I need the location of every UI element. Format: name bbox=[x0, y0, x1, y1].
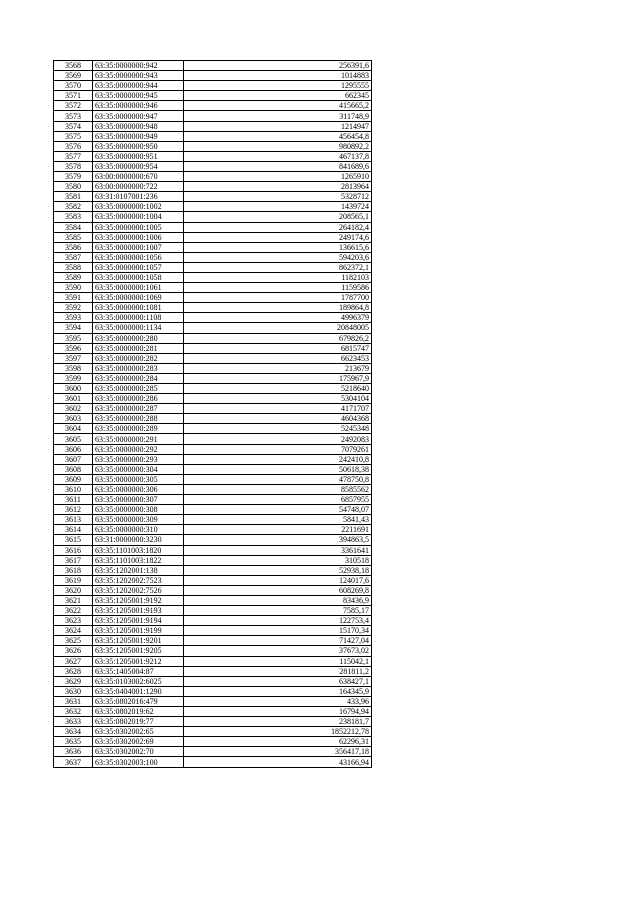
table-row bbox=[54, 575, 372, 585]
value-cell: 310518 bbox=[184, 555, 372, 565]
cadastral-number: 63:35:0000000:292 bbox=[93, 444, 184, 454]
cadastral-number: 63:35:1205001:9193 bbox=[93, 606, 184, 616]
table-row bbox=[54, 272, 372, 282]
table-row bbox=[54, 293, 372, 303]
cadastral-number: 63:35:0000000:1006 bbox=[93, 232, 184, 242]
value-cell: 3361641 bbox=[184, 545, 372, 555]
row-number: 3612 bbox=[54, 505, 93, 515]
value-cell: 43166,94 bbox=[184, 757, 372, 767]
table-row bbox=[54, 202, 372, 212]
data-table bbox=[53, 60, 372, 768]
row-number: 3603 bbox=[54, 414, 93, 424]
table-row bbox=[54, 333, 372, 343]
table-row bbox=[54, 545, 372, 555]
row-number: 3577 bbox=[54, 151, 93, 161]
value-cell: 122753,4 bbox=[184, 616, 372, 626]
row-number: 3582 bbox=[54, 202, 93, 212]
table-row bbox=[54, 121, 372, 131]
value-cell: 1265910 bbox=[184, 172, 372, 182]
value-cell: 213679 bbox=[184, 363, 372, 373]
value-cell: 189864,8 bbox=[184, 303, 372, 313]
table-row bbox=[54, 141, 372, 151]
cadastral-number: 63:35:1205001:9192 bbox=[93, 595, 184, 605]
value-cell: 1439724 bbox=[184, 202, 372, 212]
cadastral-number: 63:35:0802016:479 bbox=[93, 696, 184, 706]
cadastral-number: 63:35:0000000:1057 bbox=[93, 262, 184, 272]
value-cell: 2492083 bbox=[184, 434, 372, 444]
cadastral-number: 63:35:0000000:1005 bbox=[93, 222, 184, 232]
value-cell: 841689,6 bbox=[184, 161, 372, 171]
cadastral-number: 63:00:0000000:722 bbox=[93, 182, 184, 192]
value-cell: 980892,2 bbox=[184, 141, 372, 151]
table-body bbox=[54, 61, 372, 768]
cadastral-number: 63:35:0000000:1056 bbox=[93, 252, 184, 262]
value-cell: 6623453 bbox=[184, 353, 372, 363]
cadastral-number: 63:35:0000000:1081 bbox=[93, 303, 184, 313]
value-cell: 1295555 bbox=[184, 81, 372, 91]
cadastral-number: 63:35:0000000:288 bbox=[93, 414, 184, 424]
row-number: 3619 bbox=[54, 575, 93, 585]
table-row bbox=[54, 515, 372, 525]
table-row bbox=[54, 373, 372, 383]
row-number: 3588 bbox=[54, 262, 93, 272]
table-row bbox=[54, 404, 372, 414]
cadastral-number: 63:35:0000000:949 bbox=[93, 131, 184, 141]
value-cell: 136615,6 bbox=[184, 242, 372, 252]
row-number: 3604 bbox=[54, 424, 93, 434]
table-row bbox=[54, 656, 372, 666]
cadastral-number: 63:31:0107001:236 bbox=[93, 192, 184, 202]
cadastral-number: 63:35:0000000:1061 bbox=[93, 283, 184, 293]
table-row bbox=[54, 484, 372, 494]
table-row bbox=[54, 707, 372, 717]
cadastral-number: 63:35:0000000:308 bbox=[93, 505, 184, 515]
value-cell: 256391,6 bbox=[184, 61, 372, 71]
cadastral-number: 63:35:1205001:9205 bbox=[93, 646, 184, 656]
table-row bbox=[54, 182, 372, 192]
row-number: 3635 bbox=[54, 737, 93, 747]
cadastral-number: 63:35:1205001:9194 bbox=[93, 616, 184, 626]
table-row bbox=[54, 363, 372, 373]
cadastral-number: 63:35:1202002:7526 bbox=[93, 585, 184, 595]
cadastral-number: 63:35:0000000:306 bbox=[93, 484, 184, 494]
table-row bbox=[54, 696, 372, 706]
value-cell: 394863,5 bbox=[184, 535, 372, 545]
value-cell: 608269,8 bbox=[184, 585, 372, 595]
cadastral-number: 63:00:0000000:670 bbox=[93, 172, 184, 182]
value-cell: 2211691 bbox=[184, 525, 372, 535]
row-number: 3581 bbox=[54, 192, 93, 202]
row-number: 3621 bbox=[54, 595, 93, 605]
table-row bbox=[54, 131, 372, 141]
row-number: 3599 bbox=[54, 373, 93, 383]
cadastral-number: 63:35:0000000:1069 bbox=[93, 293, 184, 303]
table-row bbox=[54, 252, 372, 262]
row-number: 3568 bbox=[54, 61, 93, 71]
table-row bbox=[54, 384, 372, 394]
table-row bbox=[54, 626, 372, 636]
cadastral-number: 63:35:0302002:70 bbox=[93, 747, 184, 757]
cadastral-number: 63:35:0000000:944 bbox=[93, 81, 184, 91]
cadastral-number: 63:35:0000000:310 bbox=[93, 525, 184, 535]
cadastral-number: 63:35:1405004:87 bbox=[93, 666, 184, 676]
cadastral-number: 63:35:0000000:307 bbox=[93, 495, 184, 505]
row-number: 3570 bbox=[54, 81, 93, 91]
table-row bbox=[54, 747, 372, 757]
row-number: 3585 bbox=[54, 232, 93, 242]
value-cell: 467137,8 bbox=[184, 151, 372, 161]
row-number: 3583 bbox=[54, 212, 93, 222]
value-cell: 7585,17 bbox=[184, 606, 372, 616]
row-number: 3608 bbox=[54, 464, 93, 474]
value-cell: 862372,1 bbox=[184, 262, 372, 272]
row-number: 3595 bbox=[54, 333, 93, 343]
table-row bbox=[54, 434, 372, 444]
value-cell: 281811,2 bbox=[184, 666, 372, 676]
row-number: 3594 bbox=[54, 323, 93, 333]
value-cell: 478750,8 bbox=[184, 474, 372, 484]
value-cell: 6815747 bbox=[184, 343, 372, 353]
table-row bbox=[54, 464, 372, 474]
row-number: 3579 bbox=[54, 172, 93, 182]
cadastral-number: 63:35:0000000:1002 bbox=[93, 202, 184, 212]
row-number: 3580 bbox=[54, 182, 93, 192]
table-row bbox=[54, 595, 372, 605]
table-row bbox=[54, 91, 372, 101]
row-number: 3574 bbox=[54, 121, 93, 131]
cadastral-number: 63:35:0000000:947 bbox=[93, 111, 184, 121]
cadastral-number: 63:35:0000000:951 bbox=[93, 151, 184, 161]
row-number: 3633 bbox=[54, 717, 93, 727]
table-row bbox=[54, 353, 372, 363]
table-row bbox=[54, 212, 372, 222]
row-number: 3601 bbox=[54, 394, 93, 404]
row-number: 3615 bbox=[54, 535, 93, 545]
value-cell: 4996379 bbox=[184, 313, 372, 323]
cadastral-number: 63:35:0000000:945 bbox=[93, 91, 184, 101]
value-cell: 52938,18 bbox=[184, 565, 372, 575]
cadastral-number: 63:35:0000000:284 bbox=[93, 373, 184, 383]
cadastral-number: 63:35:0000000:954 bbox=[93, 161, 184, 171]
cadastral-number: 63:35:0302002:69 bbox=[93, 737, 184, 747]
cadastral-number: 63:35:0000000:1004 bbox=[93, 212, 184, 222]
row-number: 3591 bbox=[54, 293, 93, 303]
cadastral-number: 63:35:0000000:1108 bbox=[93, 313, 184, 323]
cadastral-number: 63:35:0000000:309 bbox=[93, 515, 184, 525]
table-row bbox=[54, 61, 372, 71]
row-number: 3613 bbox=[54, 515, 93, 525]
value-cell: 5841,43 bbox=[184, 515, 372, 525]
row-number: 3623 bbox=[54, 616, 93, 626]
value-cell: 1787700 bbox=[184, 293, 372, 303]
cadastral-number: 63:35:1205001:9212 bbox=[93, 656, 184, 666]
cadastral-number: 63:35:0000000:291 bbox=[93, 434, 184, 444]
table-row bbox=[54, 222, 372, 232]
cadastral-number: 63:35:0000000:943 bbox=[93, 71, 184, 81]
row-number: 3624 bbox=[54, 626, 93, 636]
table-row bbox=[54, 323, 372, 333]
row-number: 3587 bbox=[54, 252, 93, 262]
row-number: 3598 bbox=[54, 363, 93, 373]
table-row bbox=[54, 565, 372, 575]
row-number: 3636 bbox=[54, 747, 93, 757]
value-cell: 5245348 bbox=[184, 424, 372, 434]
table-row bbox=[54, 606, 372, 616]
table-row bbox=[54, 616, 372, 626]
table-row bbox=[54, 555, 372, 565]
cadastral-number: 63:35:0000000:283 bbox=[93, 363, 184, 373]
cadastral-number: 63:35:0802019:77 bbox=[93, 717, 184, 727]
value-cell: 7079261 bbox=[184, 444, 372, 454]
value-cell: 433,96 bbox=[184, 696, 372, 706]
table-row bbox=[54, 717, 372, 727]
cadastral-number: 63:31:0000000:3230 bbox=[93, 535, 184, 545]
row-number: 3590 bbox=[54, 283, 93, 293]
table-row bbox=[54, 495, 372, 505]
table-row bbox=[54, 727, 372, 737]
cadastral-number: 63:35:0000000:282 bbox=[93, 353, 184, 363]
table-row bbox=[54, 111, 372, 121]
row-number: 3606 bbox=[54, 444, 93, 454]
value-cell: 164345,9 bbox=[184, 686, 372, 696]
table-row bbox=[54, 424, 372, 434]
cadastral-number: 63:35:1101003:1820 bbox=[93, 545, 184, 555]
table-row bbox=[54, 101, 372, 111]
cadastral-number: 63:35:0000000:286 bbox=[93, 394, 184, 404]
cadastral-number: 63:35:1205001:9199 bbox=[93, 626, 184, 636]
row-number: 3586 bbox=[54, 242, 93, 252]
value-cell: 83436,9 bbox=[184, 595, 372, 605]
row-number: 3605 bbox=[54, 434, 93, 444]
cadastral-number: 63:35:1202002:7523 bbox=[93, 575, 184, 585]
table-row bbox=[54, 525, 372, 535]
row-number: 3589 bbox=[54, 272, 93, 282]
table-row bbox=[54, 505, 372, 515]
cadastral-number: 63:35:0000000:1134 bbox=[93, 323, 184, 333]
table-row bbox=[54, 676, 372, 686]
table-row bbox=[54, 192, 372, 202]
row-number: 3626 bbox=[54, 646, 93, 656]
table-row bbox=[54, 636, 372, 646]
table-row bbox=[54, 232, 372, 242]
cadastral-number: 63:35:0103002:6025 bbox=[93, 676, 184, 686]
value-cell: 6857955 bbox=[184, 495, 372, 505]
value-cell: 50618,38 bbox=[184, 464, 372, 474]
cadastral-number: 63:35:0000000:305 bbox=[93, 474, 184, 484]
cadastral-number: 63:35:0000000:293 bbox=[93, 454, 184, 464]
value-cell: 415665,2 bbox=[184, 101, 372, 111]
row-number: 3584 bbox=[54, 222, 93, 232]
table-row bbox=[54, 686, 372, 696]
row-number: 3629 bbox=[54, 676, 93, 686]
row-number: 3614 bbox=[54, 525, 93, 535]
cadastral-number: 63:35:1202001:138 bbox=[93, 565, 184, 575]
table-row bbox=[54, 343, 372, 353]
cadastral-number: 63:35:1101003:1822 bbox=[93, 555, 184, 565]
row-number: 3572 bbox=[54, 101, 93, 111]
value-cell: 1014883 bbox=[184, 71, 372, 81]
row-number: 3627 bbox=[54, 656, 93, 666]
value-cell: 5328712 bbox=[184, 192, 372, 202]
table-row bbox=[54, 303, 372, 313]
row-number: 3620 bbox=[54, 585, 93, 595]
value-cell: 1159586 bbox=[184, 283, 372, 293]
cadastral-number: 63:35:0000000:942 bbox=[93, 61, 184, 71]
cadastral-number: 63:35:0000000:281 bbox=[93, 343, 184, 353]
table-row bbox=[54, 71, 372, 81]
table-row bbox=[54, 161, 372, 171]
table-row bbox=[54, 172, 372, 182]
cadastral-number: 63:35:0404001:1290 bbox=[93, 686, 184, 696]
value-cell: 662345 bbox=[184, 91, 372, 101]
value-cell: 249174,6 bbox=[184, 232, 372, 242]
row-number: 3573 bbox=[54, 111, 93, 121]
value-cell: 311748,9 bbox=[184, 111, 372, 121]
table-row bbox=[54, 585, 372, 595]
table-row bbox=[54, 242, 372, 252]
cadastral-number: 63:35:0302003:100 bbox=[93, 757, 184, 767]
table-row bbox=[54, 262, 372, 272]
row-number: 3576 bbox=[54, 141, 93, 151]
table-row bbox=[54, 757, 372, 767]
row-number: 3607 bbox=[54, 454, 93, 464]
value-cell: 4171707 bbox=[184, 404, 372, 414]
value-cell: 16794,94 bbox=[184, 707, 372, 717]
table-row bbox=[54, 474, 372, 484]
value-cell: 208565,1 bbox=[184, 212, 372, 222]
value-cell: 71427,04 bbox=[184, 636, 372, 646]
value-cell: 115042,1 bbox=[184, 656, 372, 666]
value-cell: 5218640 bbox=[184, 384, 372, 394]
value-cell: 638427,1 bbox=[184, 676, 372, 686]
value-cell: 242410,8 bbox=[184, 454, 372, 464]
table-row bbox=[54, 666, 372, 676]
row-number: 3617 bbox=[54, 555, 93, 565]
row-number: 3630 bbox=[54, 686, 93, 696]
cadastral-number: 63:35:1205001:9201 bbox=[93, 636, 184, 646]
row-number: 3578 bbox=[54, 161, 93, 171]
row-number: 3618 bbox=[54, 565, 93, 575]
row-number: 3600 bbox=[54, 384, 93, 394]
value-cell: 238181,7 bbox=[184, 717, 372, 727]
table-row bbox=[54, 535, 372, 545]
cadastral-number: 63:35:0000000:304 bbox=[93, 464, 184, 474]
cadastral-number: 63:35:0000000:948 bbox=[93, 121, 184, 131]
value-cell: 175967,9 bbox=[184, 373, 372, 383]
cadastral-number: 63:35:0000000:289 bbox=[93, 424, 184, 434]
row-number: 3602 bbox=[54, 404, 93, 414]
cadastral-number: 63:35:0000000:280 bbox=[93, 333, 184, 343]
value-cell: 5304104 bbox=[184, 394, 372, 404]
row-number: 3575 bbox=[54, 131, 93, 141]
cadastral-number: 63:35:0000000:1058 bbox=[93, 272, 184, 282]
value-cell: 594203,6 bbox=[184, 252, 372, 262]
table-row bbox=[54, 313, 372, 323]
value-cell: 1182103 bbox=[184, 272, 372, 282]
cadastral-number: 63:35:0000000:285 bbox=[93, 384, 184, 394]
table-row bbox=[54, 454, 372, 464]
row-number: 3596 bbox=[54, 343, 93, 353]
value-cell: 1214947 bbox=[184, 121, 372, 131]
row-number: 3622 bbox=[54, 606, 93, 616]
value-cell: 37673,02 bbox=[184, 646, 372, 656]
cadastral-number: 63:35:0802019:62 bbox=[93, 707, 184, 717]
value-cell: 456454,8 bbox=[184, 131, 372, 141]
value-cell: 15170,34 bbox=[184, 626, 372, 636]
cadastral-number: 63:35:0000000:946 bbox=[93, 101, 184, 111]
row-number: 3628 bbox=[54, 666, 93, 676]
value-cell: 2813964 bbox=[184, 182, 372, 192]
cadastral-number: 63:35:0000000:950 bbox=[93, 141, 184, 151]
table-row bbox=[54, 444, 372, 454]
table-row bbox=[54, 151, 372, 161]
row-number: 3634 bbox=[54, 727, 93, 737]
value-cell: 679826,2 bbox=[184, 333, 372, 343]
table-row bbox=[54, 414, 372, 424]
cadastral-number: 63:35:0000000:1007 bbox=[93, 242, 184, 252]
table-row bbox=[54, 737, 372, 747]
row-number: 3571 bbox=[54, 91, 93, 101]
row-number: 3637 bbox=[54, 757, 93, 767]
row-number: 3609 bbox=[54, 474, 93, 484]
row-number: 3592 bbox=[54, 303, 93, 313]
table-row bbox=[54, 646, 372, 656]
row-number: 3611 bbox=[54, 495, 93, 505]
value-cell: 1852212,78 bbox=[184, 727, 372, 737]
value-cell: 54748,07 bbox=[184, 505, 372, 515]
value-cell: 264182,4 bbox=[184, 222, 372, 232]
row-number: 3631 bbox=[54, 696, 93, 706]
value-cell: 356417,18 bbox=[184, 747, 372, 757]
row-number: 3593 bbox=[54, 313, 93, 323]
value-cell: 4604368 bbox=[184, 414, 372, 424]
row-number: 3616 bbox=[54, 545, 93, 555]
cadastral-number: 63:35:0302002:65 bbox=[93, 727, 184, 737]
row-number: 3632 bbox=[54, 707, 93, 717]
row-number: 3597 bbox=[54, 353, 93, 363]
cadastral-number: 63:35:0000000:287 bbox=[93, 404, 184, 414]
table-row bbox=[54, 394, 372, 404]
value-cell: 124017,6 bbox=[184, 575, 372, 585]
row-number: 3569 bbox=[54, 71, 93, 81]
table-row bbox=[54, 81, 372, 91]
value-cell: 8585562 bbox=[184, 484, 372, 494]
row-number: 3625 bbox=[54, 636, 93, 646]
value-cell: 62296,31 bbox=[184, 737, 372, 747]
value-cell: 20848005 bbox=[184, 323, 372, 333]
row-number: 3610 bbox=[54, 484, 93, 494]
table-row bbox=[54, 283, 372, 293]
